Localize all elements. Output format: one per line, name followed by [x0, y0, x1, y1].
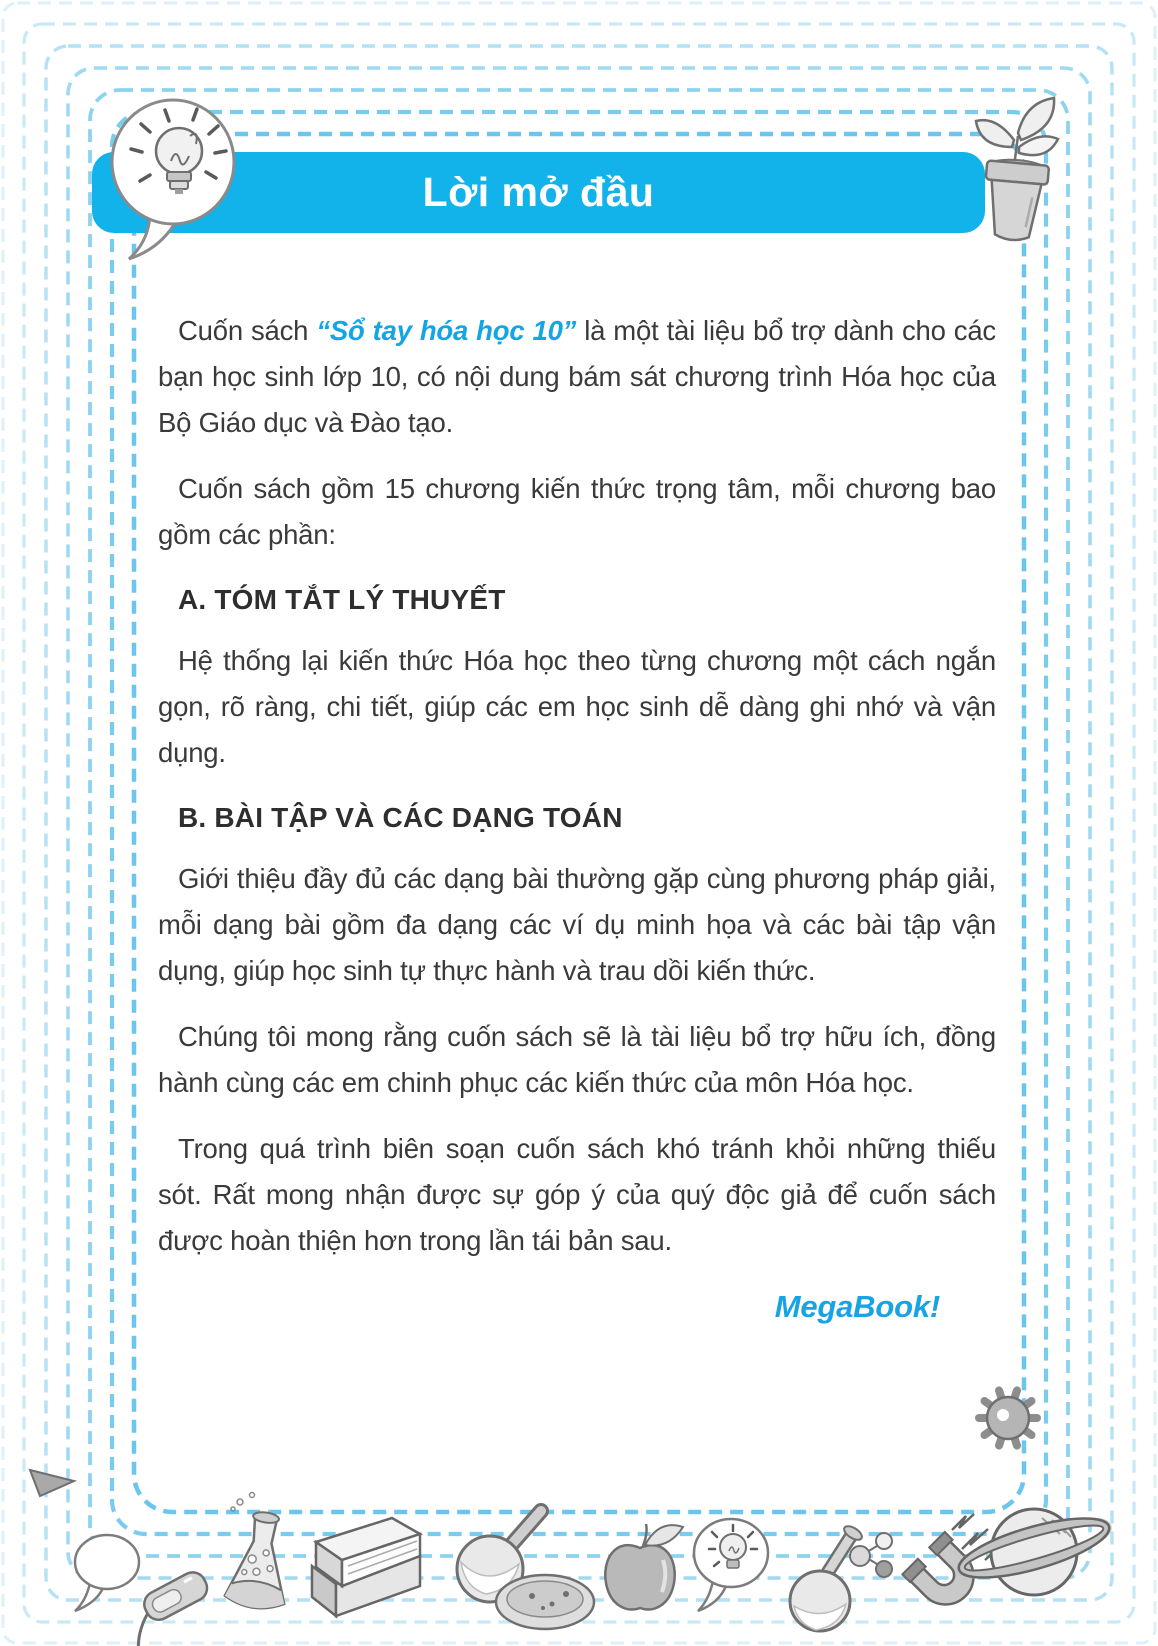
- speech-bubble-icon: [75, 1535, 139, 1611]
- flask-and-petri-dish-icon: [457, 1511, 594, 1629]
- book-stack-icon: [312, 1518, 420, 1616]
- intro-rest: là một tài liệu bổ trợ dành cho các bạn học sinh lớp 10, có nội dung bám sát chương trình Hóa học của Bộ Giáo dục và Đào tạo.: [158, 315, 996, 438]
- flask-and-molecule-icon: [790, 1523, 892, 1631]
- potted-plant-icon: [976, 98, 1058, 243]
- paragraph-hope: Chúng tôi mong rằng cuốn sách sẽ là tài liệu bổ trợ hữu ích, đồng hành cùng các em chinh phục các kiến thức của môn Hóa học.: [158, 1021, 996, 1098]
- virus-icon: [979, 1390, 1037, 1445]
- section-heading-exercises: B. BÀI TẬP VÀ CÁC DẠNG TOÁN: [178, 802, 623, 833]
- intro-lead: Cuốn sách: [178, 315, 317, 346]
- page-title: Lời mở đầu: [422, 169, 655, 215]
- saturn-icon: [953, 1506, 1115, 1595]
- lightbulb-speech-bubble-small-icon: [694, 1519, 768, 1611]
- paragraph-intro: [158, 308, 996, 446]
- erlenmeyer-flask-icon: [224, 1493, 297, 1612]
- preface-content: [158, 308, 996, 1330]
- publisher-signature: MegaBook!: [774, 1289, 940, 1324]
- paper-dart-icon: [30, 1470, 74, 1496]
- paragraph-apology: Trong quá trình biên soạn cuốn sách khó tránh khỏi những thiếu sót. Rất mong nhận được sự góp ý của quý độc giả để cuốn sách được hoàn thiện hơn trong lần tái bản sau.: [158, 1133, 996, 1256]
- section-heading-theory: A. TÓM TẮT LÝ THUYẾT: [178, 584, 506, 615]
- paragraph-structure: Cuốn sách gồm 15 chương kiến thức trọng tâm, mỗi chương bao gồm các phần:: [158, 473, 996, 550]
- apple-icon: [605, 1524, 683, 1609]
- lightbulb-speech-bubble-icon: [112, 100, 234, 259]
- paragraph-theory: Hệ thống lại kiến thức Hóa học theo từng chương một cách ngắn gọn, rõ ràng, chi tiết, giúp các em học sinh dễ dàng ghi nhớ và vận dụng.: [158, 645, 996, 768]
- paragraph-exercises: Giới thiệu đầy đủ các dạng bài thường gặp cùng phương pháp giải, mỗi dạng bài gồm đa dạng các ví dụ minh họa và các bài tập vận dụng, giúp học sinh tự thực hành và trau dồi kiến thức.: [158, 863, 996, 986]
- book-title: “Sổ tay hóa học 10”: [316, 315, 577, 346]
